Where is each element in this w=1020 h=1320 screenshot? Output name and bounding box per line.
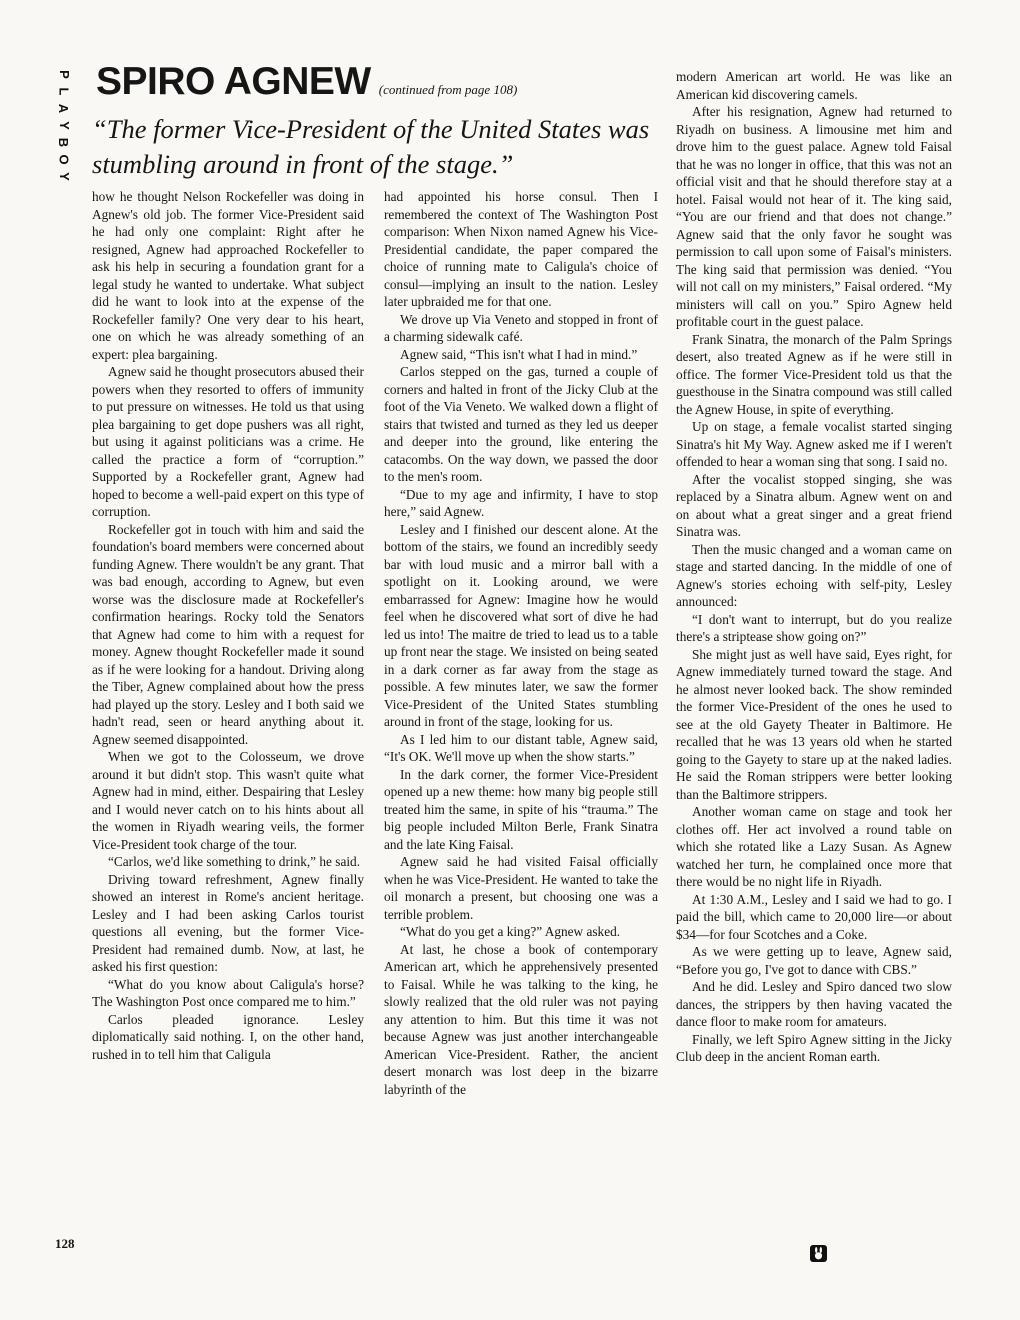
paragraph: how he thought Nelson Rockefeller was doing in Agnew's old job. The former Vice-President said he had only one complaint: Right after he resigned, Agnew had approached Rockefeller to ask his help in securing a foundation grant for a legal study he wanted to undertake. What subject did he want to look into at the expense of the Rockefeller family? One very dear to his heart, one on which he was already something of an expert: plea bargaining.: [92, 189, 364, 362]
rabbit-head-icon: [810, 1245, 827, 1262]
paragraph: Lesley and I finished our descent alone. At the bottom of the stairs, we found an incredibly seedy bar with loud music and a mirror ball with a spotlight on it. Looking around, we were embarrassed for Agnew: Imagine how he would feel when he discovered what sort of dive he had led us into! The maitre de tried to lead us to a table up front near the stage. We insisted on being seated in a dark corner as far away from the stage as possible. A few minutes later, we saw the former Vice-President of the United States stumbling around in front of the stage, looking for us.: [384, 521, 658, 729]
paragraph: Frank Sinatra, the monarch of the Palm Springs desert, also treated Agnew as if he were still in office. The former Vice-President told us that the guesthouse in the Sinatra compound was still called the Agnew House, in spite of everything.: [676, 331, 952, 417]
paragraph: Finally, we left Spiro Agnew sitting in the Jicky Club deep in the ancient Roman earth.: [676, 1031, 952, 1064]
paragraph: “Carlos, we'd like something to drink,” he said.: [108, 854, 361, 869]
paragraph: Agnew said he thought prosecutors abused their powers when they resorted to offers of immunity to put pressure on witnesses. He told us that using plea bargaining to get dope pushers was all right, but using it against politicians was a crime. He called the practice a form of “corruption.” Supported by a Rockefeller grant, Agnew had hoped to become a well-paid expert on this type of corruption.: [92, 364, 364, 519]
paragraph: Another woman came on stage and took her clothes off. Her act involved a round table on which she rotated like a Lazy Susan. As Agnew watched her turn, he complained once more that there would be no night life in Riyadh.: [676, 804, 952, 889]
paragraph: As we were getting up to leave, Agnew said, “Before you go, I've got to dance with CBS.”: [676, 944, 952, 977]
paragraph: Carlos pleaded ignorance. Lesley diplomatically said nothing. I, on the other hand, rushed in to tell him that Caligula: [92, 1011, 364, 1062]
page-number: 128: [55, 1236, 75, 1251]
paragraph: Rockefeller got in touch with him and said the foundation's board members were concerned about funding Agnew. There wouldn't be any grant. That was bad enough, according to Agnew, but even worse was the disclosure made at Rockefeller's confirmation hearings. Rocky told the Senators that Agnew had come to him with a request for money. Agnew thought Rockefeller made it sound as if he were looking for a handout. Driving along the Tiber, Agnew complained about how the press had played up the story. Lesley and I both said we hadn't read, seen or heard anything about it. Agnew seemed disappointed.: [92, 521, 364, 747]
paragraph: Carlos stepped on the gas, turned a couple of corners and halted in front of the Jicky Club at the foot of the Via Veneto. We walked down a flight of stairs that twisted and turned as they led us deeper and deeper into the ground, like entering the catacombs. On the way down, we passed the door to the men's room.: [384, 364, 658, 484]
paragraph: Then the music changed and a woman came on stage and started dancing. In the middle of one of Agnew's stories echoing with self-pity, Lesley announced:: [676, 541, 952, 609]
paragraph: Agnew said he had visited Faisal officially when he was Vice-President. He wanted to take the oil monarch a present, but choosing one was a terrible problem.: [384, 854, 658, 922]
paragraph: And he did. Lesley and Spiro danced two slow dances, the strippers by then having vacated the dance floor to make room for amateurs.: [676, 979, 952, 1029]
paragraph: “What do you know about Caligula's horse? The Washington Post once compared me to him.”: [92, 976, 364, 1009]
paragraph: had appointed his horse consul. Then I remembered the context of The Washington Post comparison: When Nixon named Agnew his Vice-Presidential candidate, the paper compared the choice of running mate to Caligula's choice of consul—implying an insult to the nation. Lesley later upbraided me for that one.: [384, 189, 658, 309]
text-column-1: [92, 188, 364, 1063]
pull-quote: “The former Vice-President of the United States was stumbling around in front of the stage.”: [92, 114, 650, 179]
paragraph: She might just as well have said, Eyes right, for Agnew immediately turned toward the stage. And he almost never looked back. The show reminded the former Vice-President of the ones he used to see at the old Gayety Theater in Baltimore. He recalled that he was 13 years old when he started going to the Gayety to stare up at the naked ladies. He said the Roman strippers were better looking than the Baltimore strippers.: [676, 646, 952, 802]
text-column-2: [384, 188, 658, 1098]
paragraph: As I led him to our distant table, Agnew said, “It's OK. We'll move up when the show starts.”: [384, 731, 658, 764]
paragraph: Up on stage, a female vocalist started singing Sinatra's hit My Way. Agnew asked me if I weren't offended to hear a woman sing that song. I said no.: [676, 419, 952, 469]
paragraph: We drove up Via Veneto and stopped in front of a charming sidewalk café.: [384, 311, 658, 344]
title-text: SPIRO AGNEW: [96, 60, 371, 103]
magazine-vertical-logo: P L A Y B O Y: [56, 70, 72, 181]
paragraph: At 1:30 A.M., Lesley and I said we had to go. I paid the bill, which came to 20,000 lire—or about $34—for four Scotches and a Coke.: [676, 891, 952, 942]
paragraph: “What do you get a king?” Agnew asked.: [400, 924, 621, 939]
paragraph: “Due to my age and infirmity, I have to stop here,” said Agnew.: [384, 486, 658, 519]
paragraph: After the vocalist stopped singing, she was replaced by a Sinatra album. Agnew went on and on about what a great singer and a great friend Sinatra was.: [676, 471, 952, 539]
paragraph: Agnew said, “This isn't what I had in mind.”: [400, 346, 638, 362]
paragraph: Driving toward refreshment, Agnew finally showed an interest in Rome's ancient heritage. Lesley and I had been asking Carlos tourist questions all evening, but the former Vice-President had remained dumb. Now, at last, he asked his first question:: [92, 871, 364, 974]
article-title: [96, 60, 517, 112]
paragraph: modern American art world. He was like an American kid discovering camels.: [676, 69, 952, 102]
paragraph: “I don't want to interrupt, but do you realize there's a striptease show going on?”: [676, 611, 952, 644]
paragraph: When we got to the Colosseum, we drove around it but didn't stop. This wasn't quite what Agnew had in mind, either. Despairing that Lesley and I would never catch on to his hints about all the women in Riyadh wearing veils, the former Vice-President took charge of the tour.: [92, 749, 364, 852]
paragraph: At last, he chose a book of contemporary American art, which he apprehensively presented to Faisal. While he was talking to the king, he slowly realized that the old ruler was not paying any attention to him. But this time it was not because Agnew was just another interchangeable American Vice-President. Rather, the ancient desert monarch was lost deep in the bizarre labyrinth of the: [384, 941, 658, 1097]
continued-note: (continued from page 108): [378, 82, 518, 97]
paragraph: After his resignation, Agnew had returned to Riyadh on business. A limousine met him and drove him to the guest palace. Agnew told Faisal that he was no longer in office, that this was not an official visit and that he should therefore stay at a hotel. Faisal would not hear of it. The king said, “You are our friend and that does not change.” Agnew said that the only favor he sought was permission to call upon some of Faisal's ministers. The king said that permission was denied. “You will not call on my ministers,” Faisal ordered. “My ministers will call on you.” Spiro Agnew held profitable court in the guest palace.: [676, 104, 952, 329]
text-column-3: [676, 68, 952, 1066]
paragraph: In the dark corner, the former Vice-President opened up a new theme: how many big people still treated him the same, in spite of his “trauma.” The big people included Milton Berle, Frank Sinatra and the late King Faisal.: [384, 766, 658, 852]
